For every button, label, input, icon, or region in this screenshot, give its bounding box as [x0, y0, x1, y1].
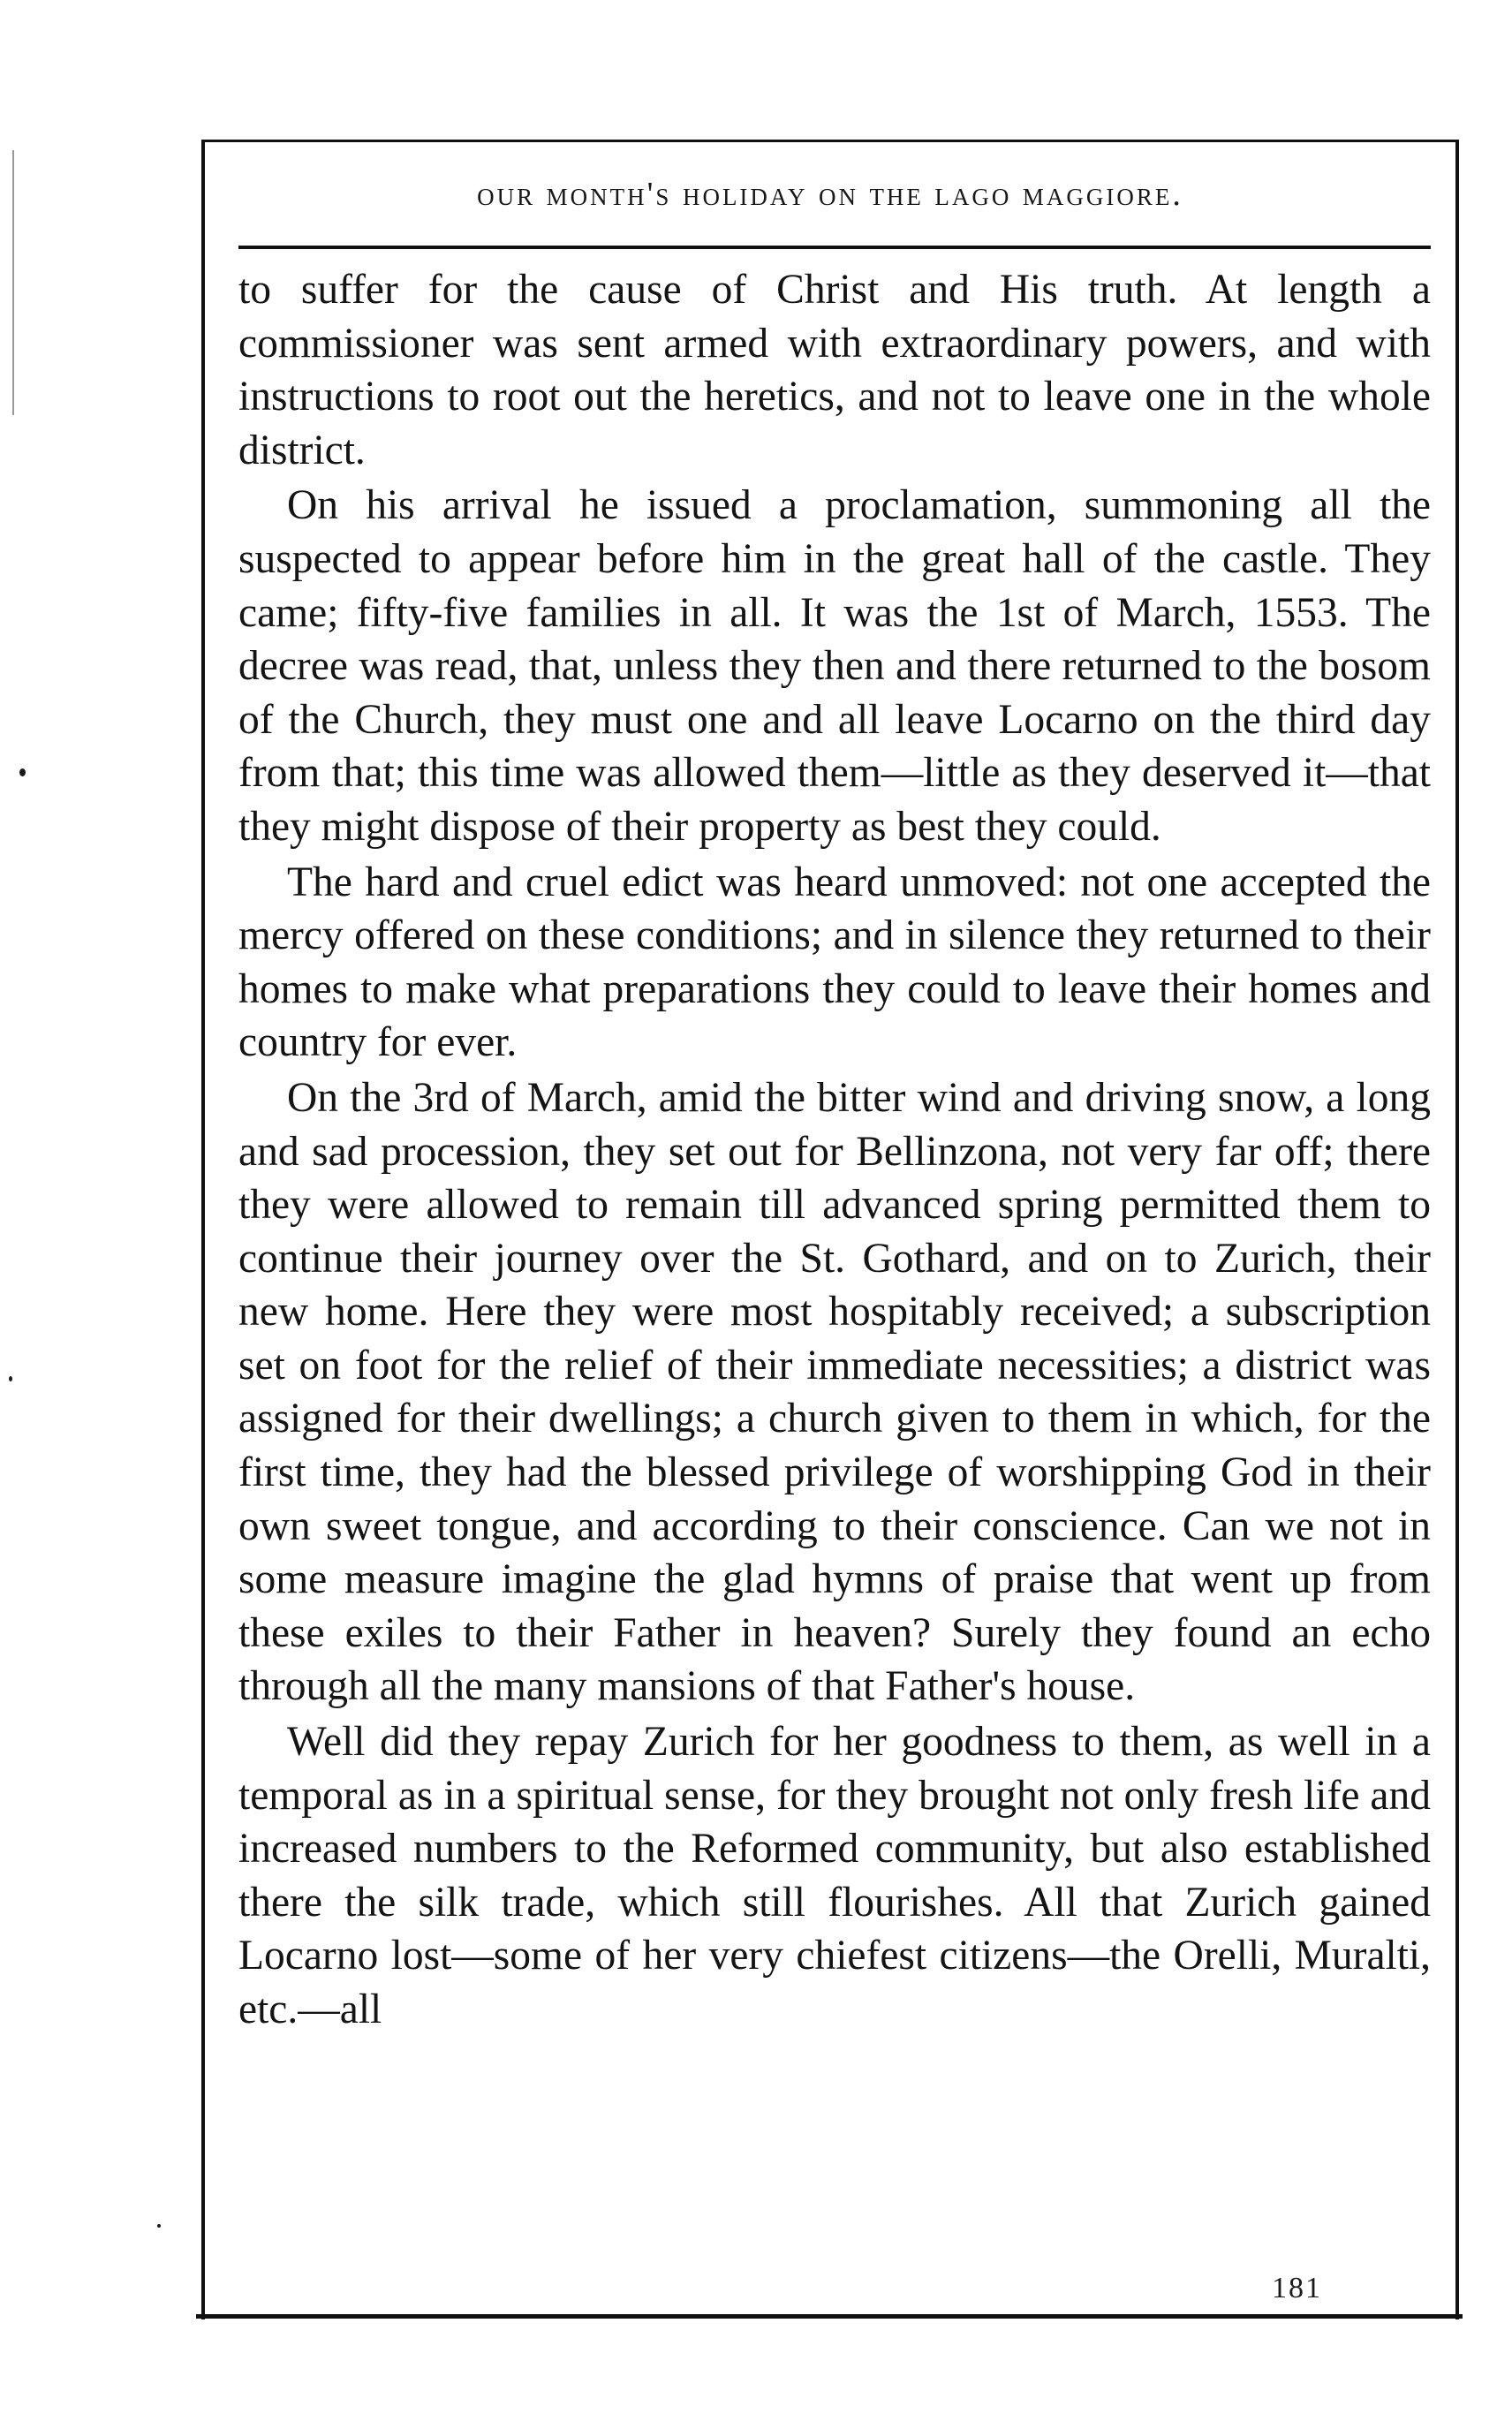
paragraph: On the 3rd of March, amid the bitter wind and driving snow, a long and sad procession, they set out for Bellinzona, not very far off; there they were allowed to remain till advanced spring permitted them to continue their journey over the St. Gothard, and on to Zurich, their new home. Here they were most hospitably received; a subscription set on foot for the relief of their immediate necessities; a district was assigned for their dwellings; a church given to them in which, for the first time, they had the blessed privilege of worshipping God in their own sweet tongue, and according to their conscience. Can we not in some measure imagine the glad hymns of praise that went up from these exiles to their Father in heaven? Surely they found an echo through all the many mansions of that Father's house.: [238, 1074, 1431, 1710]
paragraph: to suffer for the cause of Christ and His truth. At length a commissioner was sent armed with extraordinary powers, and with instructions to root out the heretics, and not to leave one in the whole district.: [238, 267, 1431, 473]
body-text: [238, 263, 1431, 2039]
running-head: our month's holiday on the lago maggiore.: [477, 176, 1183, 213]
header-rule: [238, 246, 1431, 249]
ink-speck: [157, 2224, 161, 2228]
bottom-rule: [196, 2314, 1463, 2319]
paragraph: On his arrival he issued a proclamation, summoning all the suspected to appear before him in the great hall of the castle. They came; fifty-five families in all. It was the 1st of March, 1553. The decree was read, that, unless they then and there returned to the bosom of the Church, they must one and all leave Locarno on the third day from that; this time was allowed them—little as they deserved it—that they might dispose of their property as best they could.: [238, 482, 1431, 850]
ink-speck: [9, 1376, 12, 1381]
scan-edge-line: [12, 150, 14, 415]
page-number: 181: [1272, 2272, 1322, 2304]
ink-speck: [19, 768, 26, 776]
paragraph: The hard and cruel edict was heard unmoved: not one accepted the mercy offered on these conditions; and in silence they returned to their homes to make what preparations they could to leave their homes and country for ever.: [238, 859, 1431, 1066]
paragraph: Well did they repay Zurich for her goodness to them, as well in a temporal as in a spiritual sense, for they brought not only fresh life and increased numbers to the Reformed community, but also established there the silk trade, which still flourishes. All that Zurich gained Locarno lost—some of her very chiefest citizens—the Orelli, Muralti, etc.—all: [238, 1719, 1431, 2032]
